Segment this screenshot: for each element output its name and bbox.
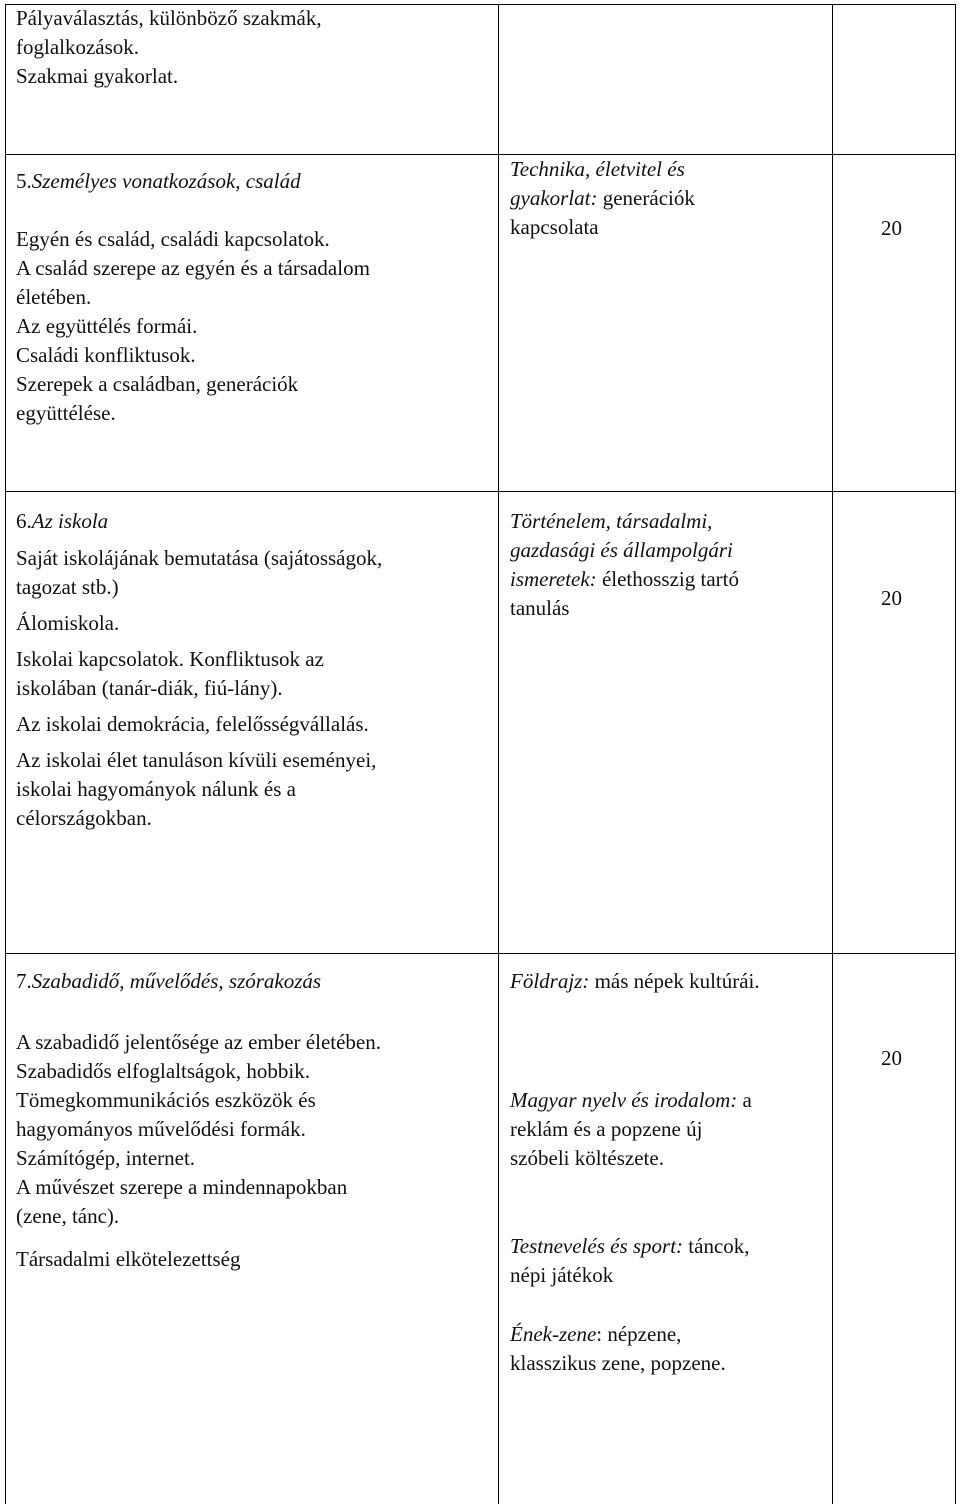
- row-1-link-text: generációk: [597, 186, 695, 210]
- row-0-line-2: foglalkozások.: [16, 35, 140, 59]
- row-2-number: 6.: [16, 509, 32, 533]
- row-0-line-1: Pályaválasztás, különböző szakmák,: [16, 6, 322, 30]
- row-2-link-line-4: tanulás: [510, 596, 570, 620]
- row-3-link-2-text: a: [737, 1088, 752, 1112]
- row-2-hours: 20: [881, 586, 902, 610]
- row-1-link-subject: gyakorlat:: [510, 186, 598, 210]
- row-2-link-text: élethosszig tartó: [596, 567, 739, 591]
- row-2-line: Saját iskolájának bemutatása (sajátosságok,: [16, 546, 383, 570]
- row-3-link-4-line-2: klasszikus zene, popzene.: [510, 1351, 726, 1375]
- row-1-hours: 20: [881, 216, 902, 240]
- row-2-line: tagozat stb.): [16, 575, 119, 599]
- row-3-line: hagyományos művelődési formák.: [16, 1117, 306, 1141]
- row-1-link-line-3: kapcsolata: [510, 215, 599, 239]
- row-1-link-line-2: [510, 184, 828, 213]
- row-2-line: iskolában (tanár-diák, fiú-lány).: [16, 676, 283, 700]
- row-3-link-2: [510, 1086, 828, 1115]
- row-2-title: Az iskola: [31, 509, 109, 533]
- row-1-topic-cell: [16, 167, 494, 428]
- row-2-line: iskolai hagyományok nálunk és a: [16, 777, 296, 801]
- row-1-number: 5.: [16, 169, 32, 193]
- row-1-line: Családi konfliktusok.: [16, 343, 196, 367]
- row-2-link-line-2: gazdasági és állampolgári: [510, 538, 733, 562]
- row-3-link-2-line-3: szóbeli költészete.: [510, 1146, 664, 1170]
- row-3-line: A művészet szerepe a mindennapokban: [16, 1175, 348, 1199]
- table-border-col-2: [498, 4, 499, 1504]
- row-0-line-3: Szakmai gyakorlat.: [16, 64, 179, 88]
- row-divider-3: [5, 953, 956, 954]
- row-3-link-1-subject: Földrajz:: [510, 969, 590, 993]
- row-3-line: (zene, tánc).: [16, 1204, 120, 1228]
- row-1-line: együttélése.: [16, 401, 116, 425]
- row-1-heading: [16, 167, 494, 196]
- row-2-line: Iskolai kapcsolatok. Konfliktusok az: [16, 647, 324, 671]
- row-3-last-line: Társadalmi elkötelezettség: [16, 1247, 241, 1271]
- row-1-title: Személyes vonatkozások, család: [31, 169, 301, 193]
- row-1-line: Az együttélés formái.: [16, 314, 198, 338]
- row-3-link-4-text: : népzene,: [596, 1322, 682, 1346]
- row-3-link-2-line-2: reklám és a popzene új: [510, 1117, 703, 1141]
- row-3-hours: 20: [881, 1046, 902, 1070]
- row-3-line: Szabadidős elfoglaltságok, hobbik.: [16, 1059, 310, 1083]
- row-3-link-4: [510, 1320, 828, 1349]
- row-3-link-3: [510, 1232, 828, 1261]
- row-1-line: életében.: [16, 285, 92, 309]
- row-3-line: Számítógép, internet.: [16, 1146, 196, 1170]
- row-2-line: Álomiskola.: [16, 611, 120, 635]
- row-1-link-line-1: Technika, életvitel és: [510, 157, 685, 181]
- row-2-link-line-1: Történelem, társadalmi,: [510, 509, 713, 533]
- row-3-link-3-text: táncok,: [683, 1234, 750, 1258]
- row-3-links-cell: [510, 967, 828, 1378]
- row-3-topic-cell: [16, 967, 494, 1274]
- row-3-link-2-subject: Magyar nyelv és irodalom:: [510, 1088, 738, 1112]
- table-border-col-3: [832, 4, 833, 1504]
- row-3-link-3-line-2: népi játékok: [510, 1263, 614, 1287]
- row-divider-2: [5, 491, 956, 492]
- row-2-topic-cell: [16, 507, 494, 833]
- table-border-right: [955, 4, 956, 1504]
- row-2-line: Az iskolai demokrácia, felelősségvállalás.: [16, 712, 369, 736]
- row-2-links-cell: [510, 507, 828, 623]
- row-3-heading: [16, 967, 494, 996]
- row-3-number: 7.: [16, 969, 32, 993]
- row-0-topic-cell: [16, 4, 491, 91]
- row-2-link-line-3: [510, 565, 828, 594]
- row-3-title: Szabadidő, művelődés, szórakozás: [31, 969, 322, 993]
- row-3-link-1: [510, 967, 828, 996]
- row-2-line: célországokban.: [16, 806, 152, 830]
- row-1-line: A család szerepe az egyén és a társadalom: [16, 256, 370, 280]
- row-1-line: Egyén és család, családi kapcsolatok.: [16, 227, 330, 251]
- row-3-line: Tömegkommunikációs eszközök és: [16, 1088, 316, 1112]
- row-3-link-3-subject: Testnevelés és sport:: [510, 1234, 684, 1258]
- row-1-line: Szerepek a családban, generációk: [16, 372, 299, 396]
- row-2-link-subject: ismeretek:: [510, 567, 597, 591]
- row-2-line: Az iskolai élet tanuláson kívüli eseményei,: [16, 748, 377, 772]
- row-1-links-cell: [510, 155, 828, 242]
- row-3-line: A szabadidő jelentősége az ember életében.: [16, 1030, 381, 1054]
- row-2-heading: [16, 507, 494, 536]
- table-border-left: [5, 4, 6, 1504]
- row-3-link-4-subject: Ének-zene: [510, 1322, 597, 1346]
- row-3-link-1-text: más népek kultúrái.: [589, 969, 760, 993]
